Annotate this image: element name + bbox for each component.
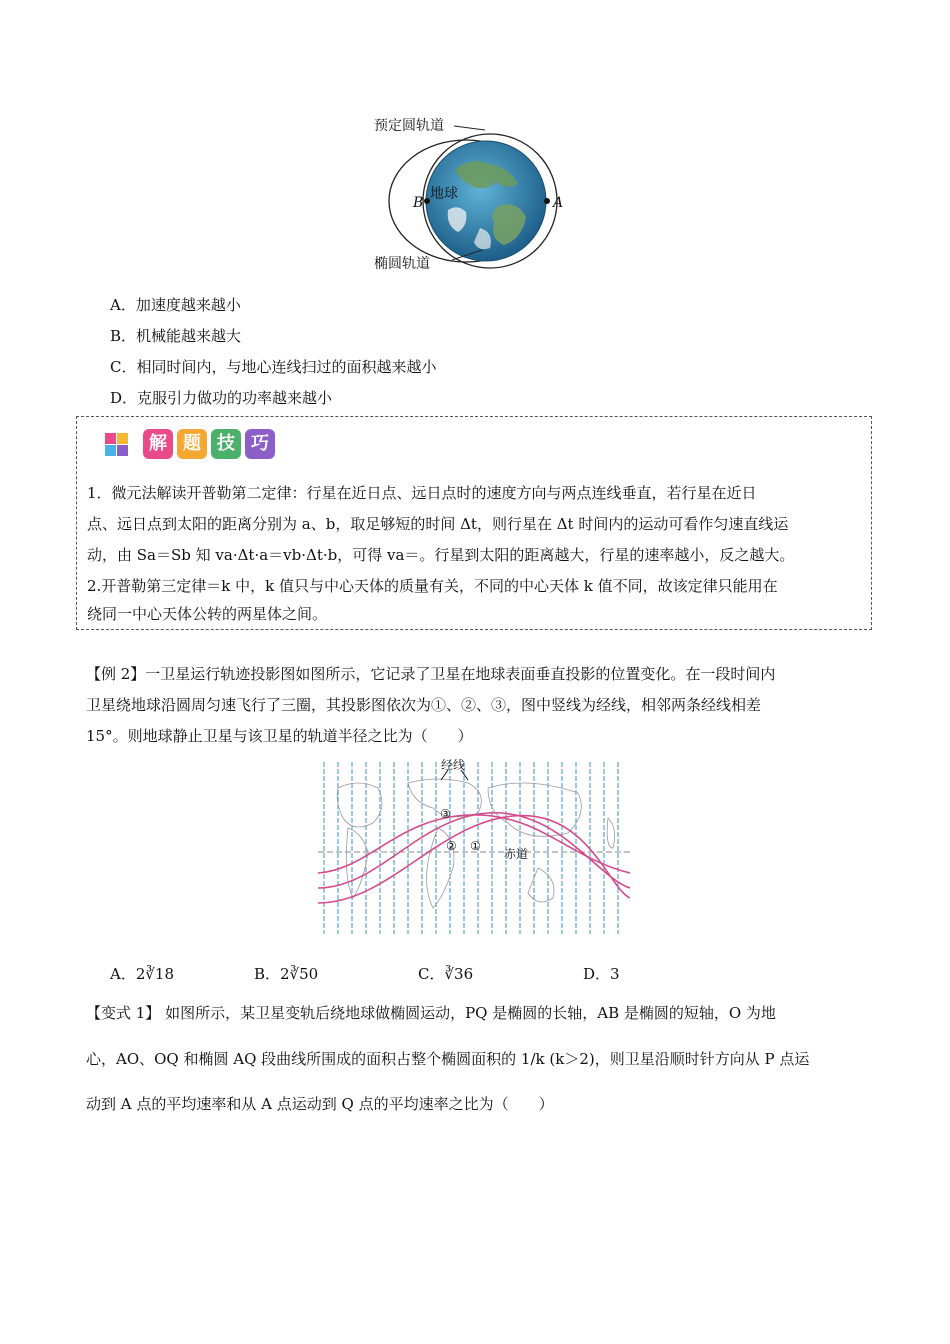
badge-ti: 题 [177,429,207,459]
option-a[interactable]: A．加速度越来越小 [110,296,241,314]
variant1-line-2: 心，AO、OQ 和椭圆 AQ 段曲线所围成的面积占整个椭圆面积的 1/k (k＞2)，则卫星沿顺时针方向从 P 点运 [86,1050,810,1068]
example2-line-1: 【例 2】一卫星运行轨迹投影图如图所示，它记录了卫星在地球表面垂直投影的位置变化。在一段时间内 [86,665,776,683]
badge-ji: 技 [211,429,241,459]
variant1-line-3: 动到 A 点的平均速率和从 A 点运动到 Q 点的平均速率之比为（ ） [86,1095,554,1113]
ex2-option-d[interactable]: D．3 [583,965,620,983]
option-b[interactable]: B．机械能越来越大 [110,327,242,345]
badge-jie: 解 [143,429,173,459]
map-label-1: ① [470,839,481,853]
ex2-option-c[interactable]: C．∛36 [418,965,474,983]
ex2-option-a[interactable]: A．2∛18 [110,965,175,983]
map-label-3: ③ [440,807,451,821]
variant1-line-1: 【变式 1】 如图所示，某卫星变轨后绕地球做椭圆运动，PQ 是椭圆的长轴，AB 是椭圆的短轴，O 为地 [86,1004,776,1022]
tip-line-2: 点、远日点到太阳的距离分别为 a、b，取足够短的时间 Δt，则行星在 Δt 时间内的运动可看作匀速直线运 [87,515,789,533]
tip-line-3: 动，由 Sa＝Sb 知 va·Δt·a＝vb·Δt·b，可得 va＝。行星到太阳的距离越大，行星的速率越小，反之越大。 [87,546,795,564]
option-d[interactable]: D．克服引力做功的功率越来越小 [110,389,333,407]
label-circle-orbit: 预定圆轨道 [374,118,444,134]
map-label-2: ② [446,839,457,853]
tip-line-1: 1．微元法解读开普勒第二定律：行星在近日点、远日点时的速度方向与两点连线垂直，若行星在近日 [87,484,757,502]
example2-line-2: 卫星绕地球沿圆周匀速飞行了三圈，其投影图依次为①、②、③，图中竖线为经线，相邻两条经线相差 [86,696,762,714]
map-label-equator: 赤道 [504,847,529,861]
tip-line-5: 绕同一中心天体公转的两星体之间。 [87,605,328,623]
tips-box [76,416,872,630]
option-c[interactable]: C．相同时间内，与地心连线扫过的面积越来越小 [110,358,437,376]
label-a: A [553,195,564,211]
orbit-figure [360,110,590,280]
label-b: B [413,195,424,211]
example2-line-3: 15°。则地球静止卫星与该卫星的轨道半径之比为（ ） [86,727,473,745]
ground-track-map [318,758,630,938]
label-ellipse-orbit: 椭圆轨道 [374,256,430,272]
map-label-meridian: 经线 [441,758,466,772]
puzzle-icon [103,431,129,457]
badge-qiao: 巧 [245,429,275,459]
label-earth: 地球 [430,186,458,202]
point-a [544,198,550,204]
tip-line-4: 2.开普勒第三定律＝k 中，k 值只与中心天体的质量有关，不同的中心天体 k 值不同，故该定律只能用在 [87,577,778,595]
ex2-option-b[interactable]: B．2∛50 [254,965,319,983]
